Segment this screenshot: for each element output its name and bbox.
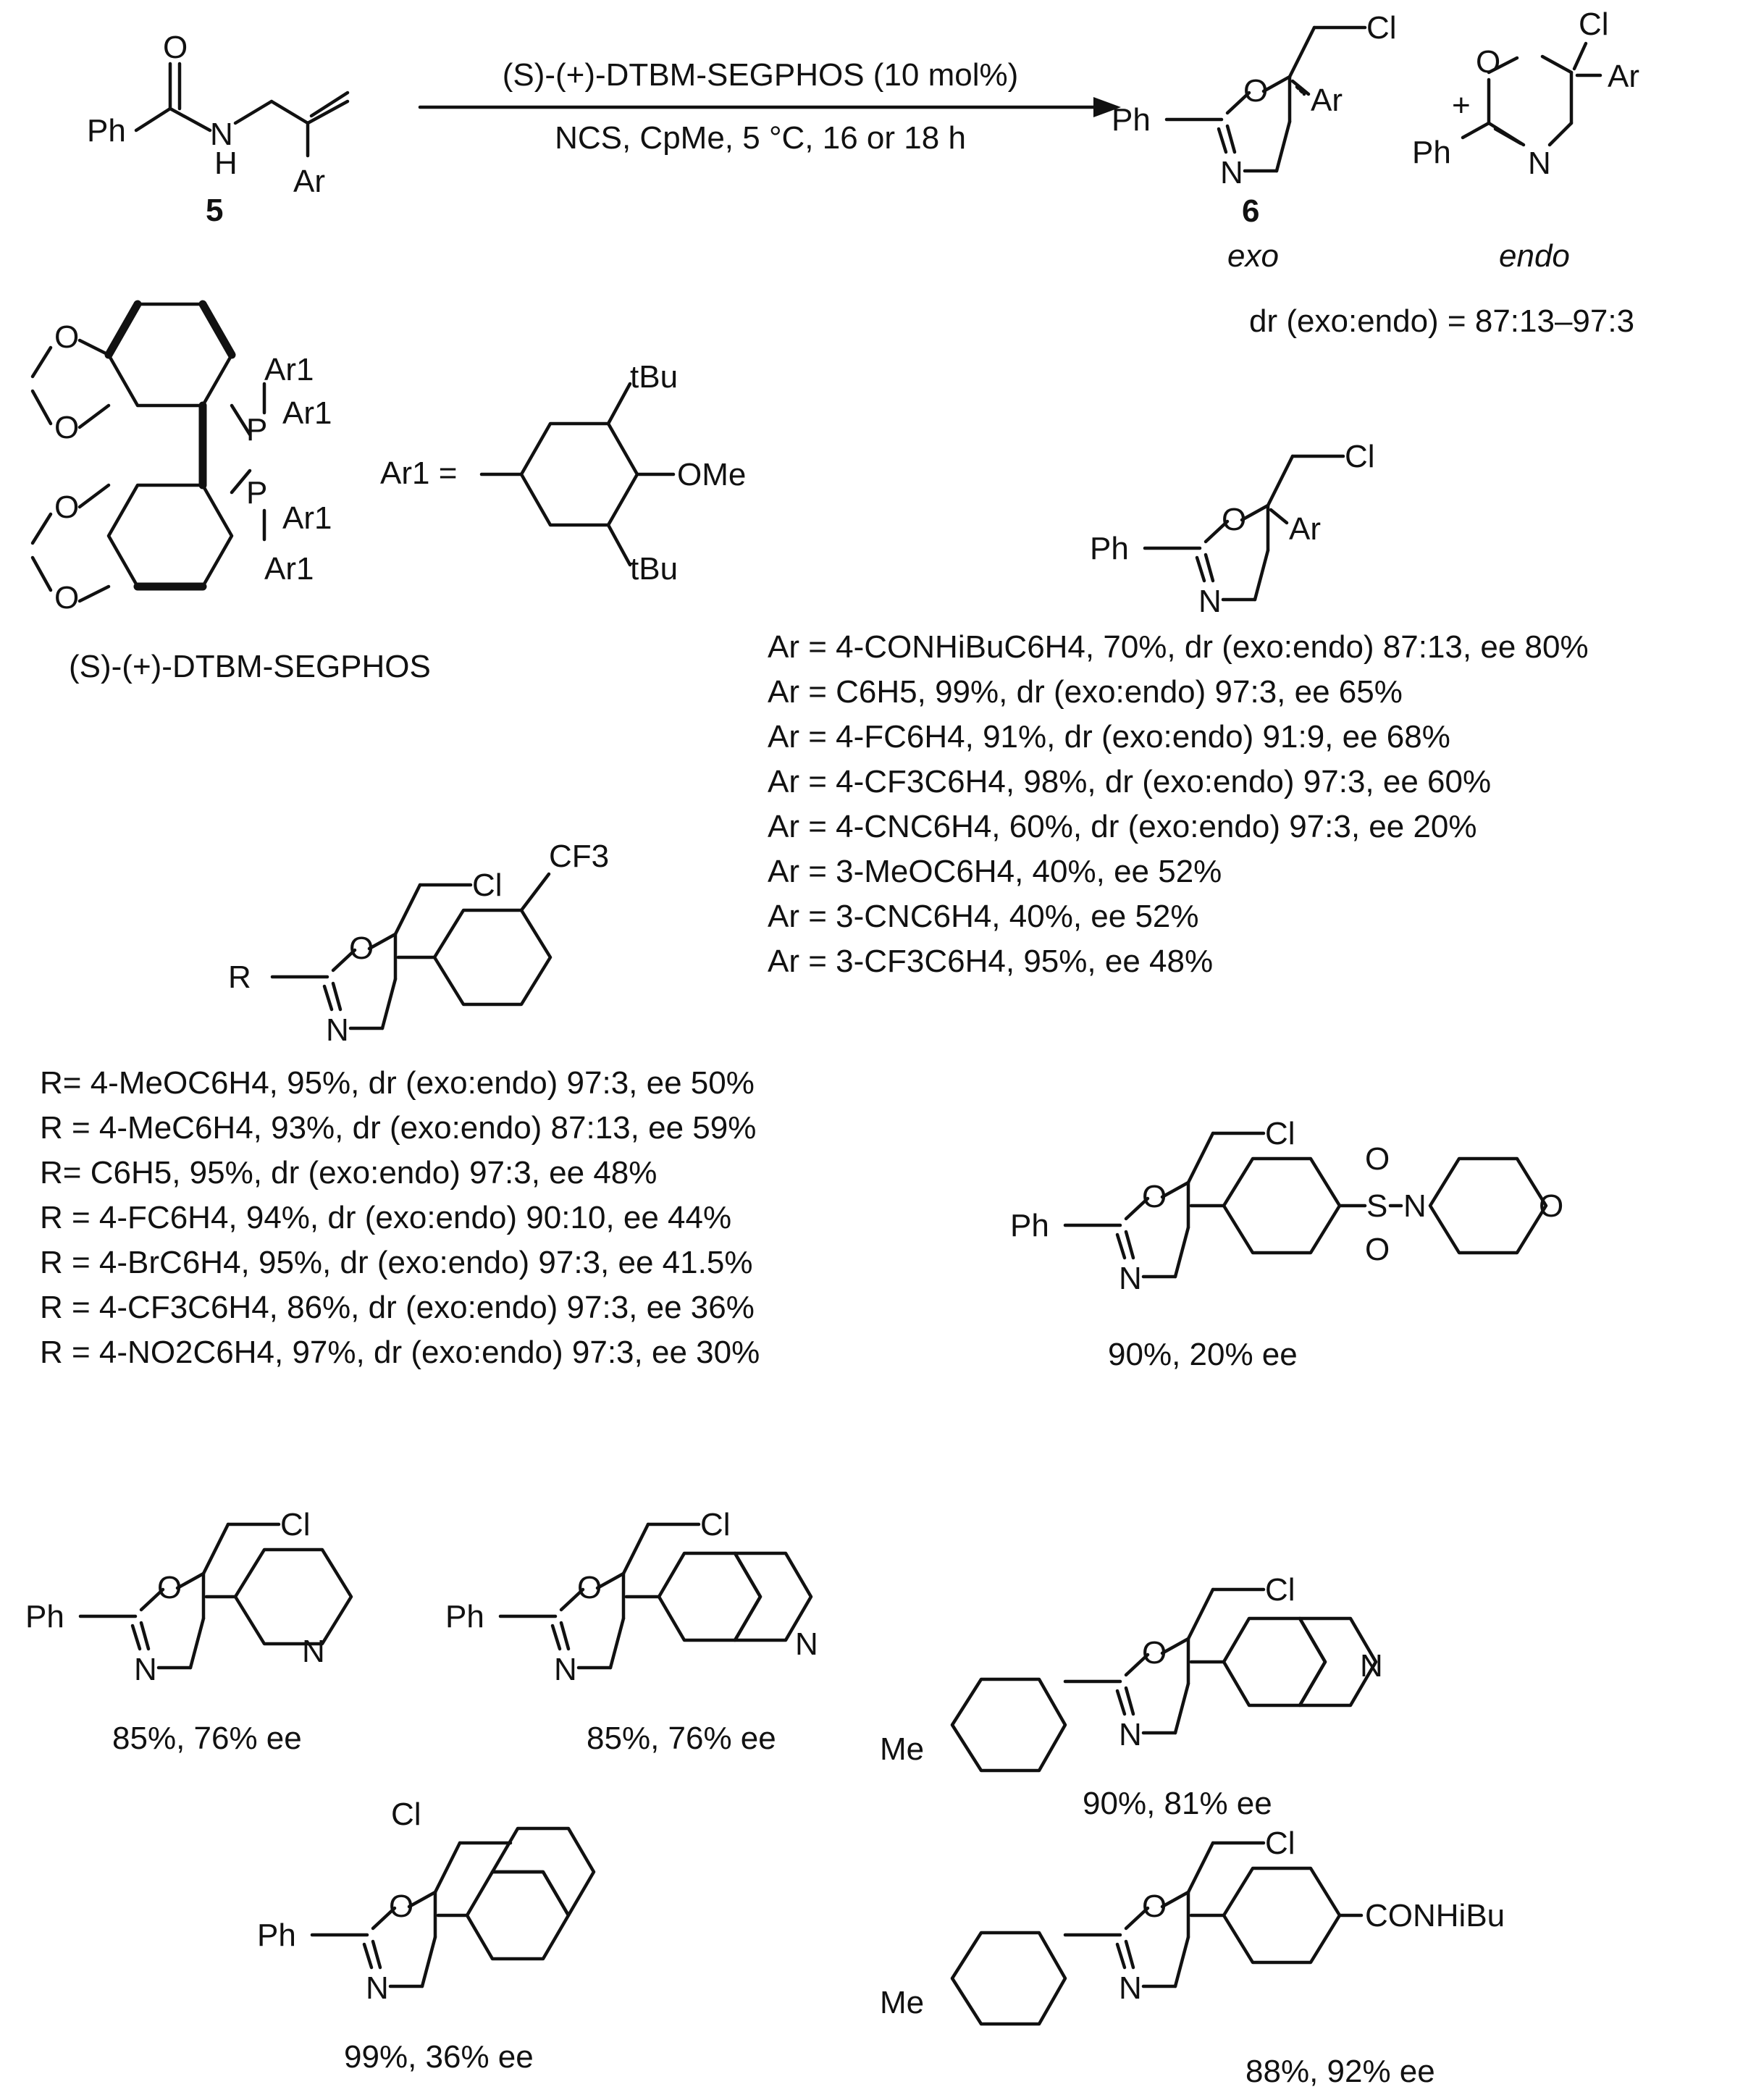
dr-summary: dr (exo:endo) = 87:13–97:3	[1249, 303, 1635, 339]
ar-series-line: Ar = 4-CONHiBuC6H4, 70%, dr (exo:endo) 87:13, ee 80%	[768, 629, 1589, 665]
r-series-line: R = 4-MeC6H4, 93%, dr (exo:endo) 87:13, ee 59%	[40, 1110, 757, 1146]
ph-label: Ph	[1090, 531, 1129, 566]
ar-series-line: Ar = 3-MeOC6H4, 40%, ee 52%	[768, 854, 1222, 889]
ar-series-structure	[1090, 439, 1375, 619]
s-label: S	[1366, 1188, 1388, 1224]
tolyl-amide-result: 88%, 92% ee	[1245, 2054, 1435, 2089]
ligand-name: (S)-(+)-DTBM-SEGPHOS	[69, 649, 431, 684]
ar1-def-label: Ar1 =	[380, 455, 458, 491]
o-label: O	[1365, 1232, 1390, 1267]
cl-label: Cl	[391, 1797, 421, 1832]
quinolyl-compound	[445, 1507, 818, 1756]
cf3-label: CF3	[549, 839, 610, 874]
reaction-arrow	[420, 57, 1121, 156]
tolyl-amide-compound	[880, 1826, 1505, 2089]
r-series-line: R= C6H5, 95%, dr (exo:endo) 97:3, ee 48%	[40, 1155, 658, 1190]
me-label: Me	[880, 1985, 925, 2020]
r-series-line: R = 4-CF3C6H4, 86%, dr (exo:endo) 97:3, ee 36%	[40, 1290, 755, 1325]
ar1-label: Ar1	[282, 395, 332, 431]
o-label: O	[54, 319, 80, 355]
ph-label: Ph	[1112, 102, 1151, 138]
conditions-line-2: NCS, CpMe, 5 °C, 16 or 18 h	[555, 120, 966, 156]
pyridyl-result: 85%, 76% ee	[112, 1721, 302, 1756]
ome-label: OMe	[677, 457, 747, 492]
cl-label: Cl	[700, 1507, 731, 1542]
ar1-label: Ar1	[282, 500, 332, 536]
o-label: O	[54, 580, 80, 616]
n-label: N	[366, 1970, 389, 2006]
r-series-list	[40, 1065, 760, 1370]
tolyl-quinolyl-compound	[880, 1572, 1383, 1821]
p-label: P	[246, 412, 268, 448]
ar-label: Ar	[1289, 511, 1321, 547]
n-label: N	[134, 1652, 157, 1687]
r-series-line: R = 4-BrC6H4, 95%, dr (exo:endo) 97:3, ee 41.5%	[40, 1245, 753, 1280]
ph-label: Ph	[25, 1599, 64, 1634]
o-label: O	[1222, 502, 1247, 537]
ph-label: Ph	[1010, 1208, 1049, 1243]
o-label: O	[389, 1889, 414, 1924]
o-label: O	[163, 30, 188, 65]
n-label: N	[554, 1652, 577, 1687]
sulfonyl-result: 90%, 20% ee	[1108, 1337, 1298, 1372]
cl-label: Cl	[1579, 7, 1609, 42]
r-series-line: R = 4-FC6H4, 94%, dr (exo:endo) 90:10, ee 44%	[40, 1200, 732, 1235]
o-label: O	[1142, 1179, 1167, 1214]
o-label: O	[1539, 1188, 1564, 1224]
product-endo	[1412, 7, 1639, 274]
p-label: P	[246, 475, 268, 511]
cl-label: Cl	[472, 868, 503, 903]
cl-label: Cl	[1265, 1116, 1295, 1151]
ar-series-line: Ar = 4-CF3C6H4, 98%, dr (exo:endo) 97:3, ee 60%	[768, 764, 1492, 799]
n-label: N	[1119, 1261, 1142, 1296]
naphthyl-result: 99%, 36% ee	[344, 2039, 534, 2075]
n-label: N	[1360, 1648, 1383, 1684]
o-label: O	[1365, 1141, 1390, 1177]
o-label: O	[157, 1570, 182, 1605]
reactant-5	[87, 30, 348, 228]
sulfonyl-compound	[1010, 1116, 1563, 1372]
o-label: O	[1476, 44, 1501, 80]
o-label: O	[349, 931, 374, 966]
quinolyl-result: 85%, 76% ee	[587, 1721, 776, 1756]
cl-label: Cl	[1265, 1826, 1295, 1861]
pyridyl-compound	[25, 1507, 351, 1756]
ph-label: Ph	[1412, 135, 1451, 170]
compound-6-label: 6	[1242, 193, 1260, 229]
plus-sign: +	[1452, 88, 1471, 123]
ar-series-line: Ar = 3-CF3C6H4, 95%, ee 48%	[768, 944, 1214, 979]
ar-label: Ar	[293, 164, 325, 199]
cl-label: Cl	[1265, 1572, 1295, 1608]
product-exo	[1112, 10, 1397, 274]
ar-series-line: Ar = C6H5, 99%, dr (exo:endo) 97:3, ee 65%	[768, 674, 1403, 710]
n-label: N	[326, 1012, 349, 1048]
n-label: N	[1119, 1970, 1142, 2006]
ar1-definition	[380, 359, 746, 587]
o-label: O	[54, 410, 80, 445]
cl-label: Cl	[280, 1507, 311, 1542]
endo-label: endo	[1499, 238, 1570, 274]
ar-series-line: Ar = 4-CNC6H4, 60%, dr (exo:endo) 97:3, ee 20%	[768, 809, 1477, 844]
exo-label: exo	[1227, 238, 1279, 274]
n-label: N	[1403, 1188, 1427, 1224]
n-label: N	[302, 1634, 325, 1669]
compound-5-label: 5	[206, 193, 224, 228]
n-label: N	[1528, 146, 1551, 181]
n-label: N	[1198, 584, 1222, 619]
ph-label: Ph	[257, 1918, 296, 1953]
tbu-label: tBu	[630, 551, 679, 587]
me-label: Me	[880, 1731, 925, 1767]
o-label: O	[1142, 1635, 1167, 1671]
tolyl-quinolyl-result: 90%, 81% ee	[1083, 1786, 1272, 1821]
n-label: N	[1119, 1717, 1142, 1752]
cl-label: Cl	[1345, 439, 1375, 474]
naphthyl-compound	[257, 1797, 594, 2075]
n-label: N	[1220, 155, 1243, 190]
o-label: O	[1243, 73, 1269, 109]
o-label: O	[1142, 1889, 1167, 1924]
ar-series-line: Ar = 3-CNC6H4, 40%, ee 52%	[768, 899, 1199, 934]
tbu-label: tBu	[630, 359, 679, 395]
r-series-line: R = 4-NO2C6H4, 97%, dr (exo:endo) 97:3, ee 30%	[40, 1335, 760, 1370]
ar-label: Ar	[1311, 83, 1343, 118]
n-label: N	[795, 1626, 818, 1662]
ph-label: Ph	[445, 1599, 484, 1634]
ar-label: Ar	[1608, 59, 1639, 94]
o-label: O	[54, 490, 80, 525]
n-label: N	[210, 117, 233, 152]
r-series-structure	[228, 839, 609, 1048]
ar-series-line: Ar = 4-FC6H4, 91%, dr (exo:endo) 91:9, ee 68%	[768, 719, 1450, 755]
dtbm-segphos-structure	[33, 304, 431, 684]
h-label: H	[214, 146, 238, 181]
ar1-label: Ar1	[264, 352, 314, 387]
o-label: O	[577, 1570, 602, 1605]
cl-label: Cl	[1366, 10, 1397, 46]
r-series-line: R= 4-MeOC6H4, 95%, dr (exo:endo) 97:3, ee 50%	[40, 1065, 755, 1101]
ph-label: Ph	[87, 113, 126, 148]
conhibu-label: CONHiBu	[1365, 1898, 1505, 1933]
ar-series-list	[768, 629, 1589, 979]
conditions-line-1: (S)-(+)-DTBM-SEGPHOS (10 mol%)	[502, 57, 1019, 93]
ar1-label: Ar1	[264, 551, 314, 587]
r-label: R	[228, 959, 251, 995]
